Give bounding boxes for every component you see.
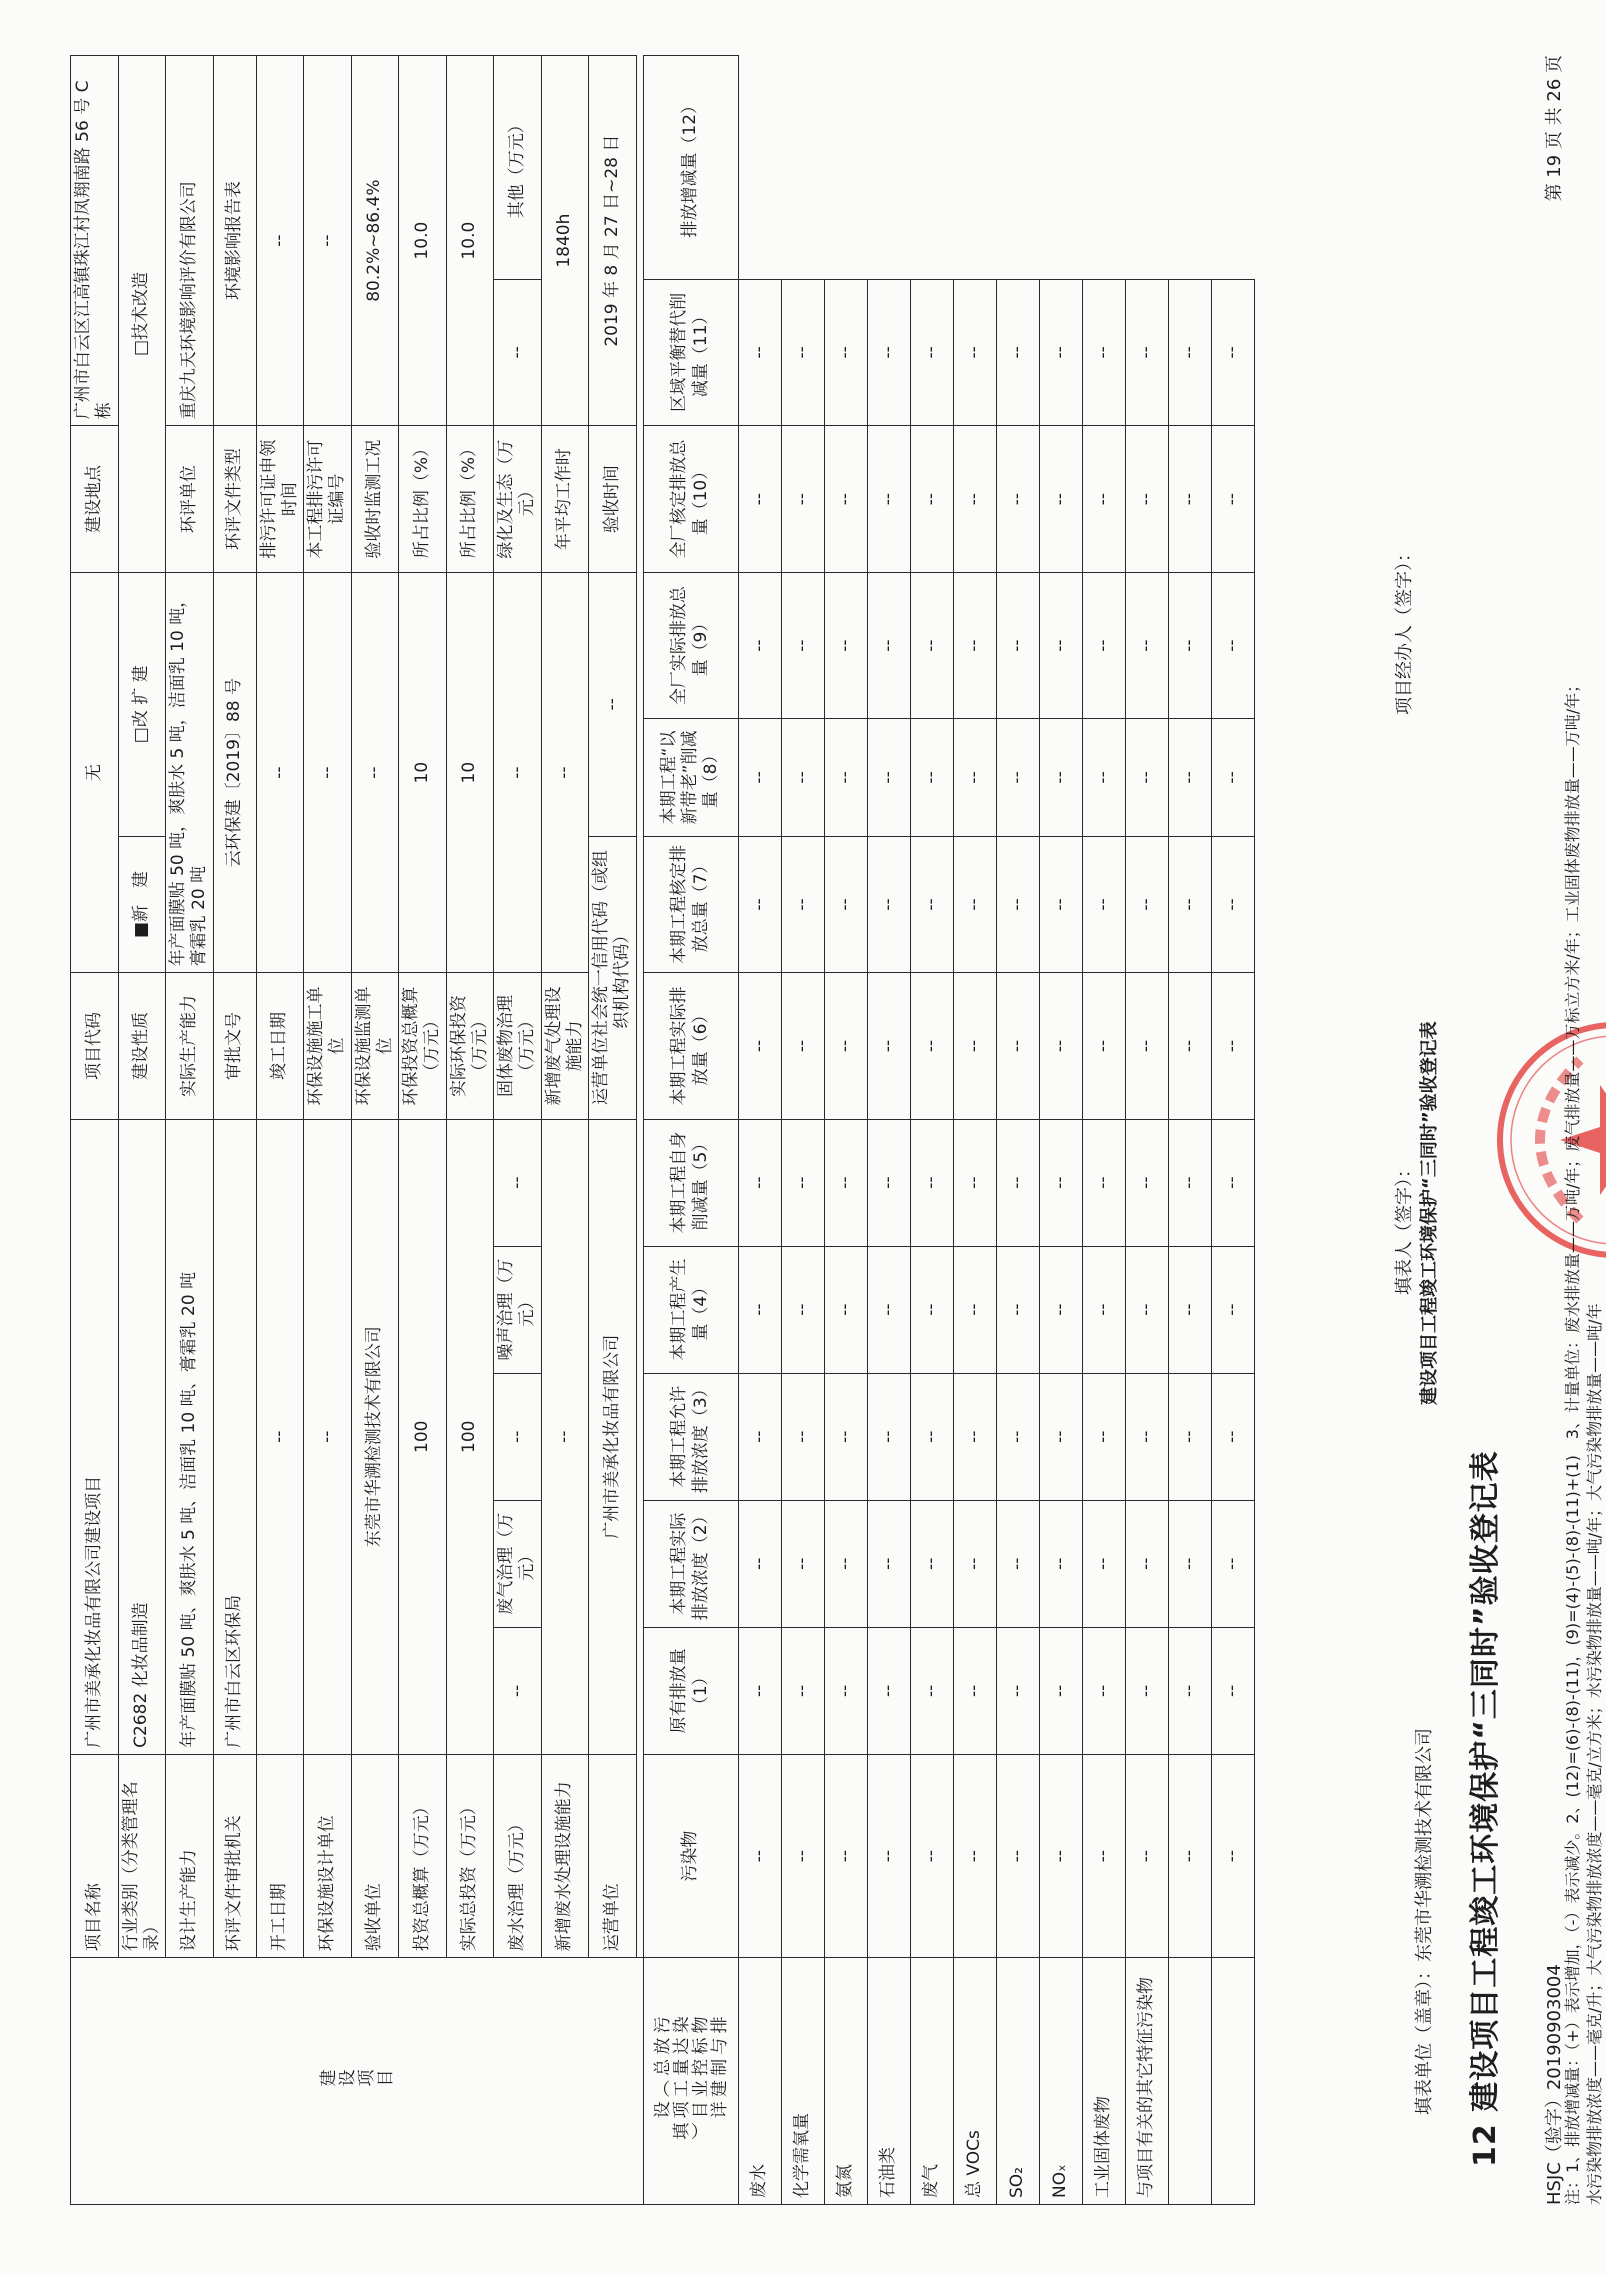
eia-unit: 重庆九天环境影响评价有限公司 bbox=[166, 56, 214, 426]
pollutant-value: -- bbox=[781, 1754, 824, 1957]
eia-approver: 广州市白云区环保局 bbox=[213, 1119, 256, 1754]
pollutant-value: -- bbox=[781, 836, 824, 973]
pollutant-value: -- bbox=[910, 973, 953, 1119]
pollutant-value: -- bbox=[1211, 572, 1254, 718]
pollutant-value: -- bbox=[1211, 1500, 1254, 1627]
pollutant-value: -- bbox=[867, 1246, 910, 1373]
pollutant-row bbox=[738, 56, 781, 2205]
pollutant-value: -- bbox=[1039, 572, 1082, 718]
pollutant-col-header: 本期工程实际排放量（6） bbox=[643, 973, 738, 1119]
pollutant-value: -- bbox=[1211, 1627, 1254, 1754]
side-label-pollutant: 污染物排放达标与总量控制（工业建设项目详填） bbox=[643, 1958, 738, 2205]
pollutant-value: -- bbox=[910, 572, 953, 718]
pollutant-value: -- bbox=[824, 1627, 867, 1754]
pollutant-row bbox=[1211, 56, 1254, 2205]
solid-label: 固体废物治理（万元） bbox=[494, 973, 542, 1119]
pollutant-value: -- bbox=[910, 1627, 953, 1754]
green-label: 绿化及生态（万元） bbox=[494, 426, 542, 573]
registration-table bbox=[70, 55, 1255, 2205]
pollutant-value: -- bbox=[953, 426, 996, 573]
pollutant-value: -- bbox=[1125, 836, 1168, 973]
pollutant-col-header: 本期工程允许排放浓度（3） bbox=[643, 1373, 738, 1500]
pollutant-value: -- bbox=[1039, 1500, 1082, 1627]
pollutant-value: -- bbox=[824, 426, 867, 573]
pollutant-value: -- bbox=[1168, 1246, 1211, 1373]
industry: C2682 化妆品制造 bbox=[118, 1119, 166, 1754]
pollutant-value: -- bbox=[1039, 279, 1082, 426]
eia-unit-label: 环评单位 bbox=[166, 426, 214, 573]
pollutant-value: -- bbox=[910, 1246, 953, 1373]
pollutant-col-header: 原有排放量（1） bbox=[643, 1627, 738, 1754]
pollutant-col-header: 全厂实际排放总量（9） bbox=[643, 572, 738, 718]
new-gas-label: 新增废气处理设施能力 bbox=[541, 973, 589, 1119]
form-title: 12 建设项目工程竣工环境保护“三同时”验收登记表 bbox=[1468, 1450, 1503, 2167]
pollutant-value: -- bbox=[824, 1373, 867, 1500]
pollutant-value: -- bbox=[1211, 426, 1254, 573]
pollutant-header-row bbox=[643, 56, 738, 2205]
check-unit: 东莞市华溯检测技术有限公司 bbox=[351, 1119, 399, 1754]
monitor-unit-label: 环保设施监测单位 bbox=[351, 973, 399, 1119]
pollutant-value: -- bbox=[1125, 1373, 1168, 1500]
pollutant-value: -- bbox=[824, 1119, 867, 1246]
pollutant-value: -- bbox=[867, 279, 910, 426]
pollutant-value: -- bbox=[1168, 836, 1211, 973]
green: -- bbox=[494, 279, 542, 426]
site-label: 建设地点 bbox=[71, 426, 119, 573]
pollutant-value: -- bbox=[1082, 719, 1125, 836]
check-unit-label: 验收单位 bbox=[351, 1754, 399, 1957]
pollutant-value: -- bbox=[867, 1500, 910, 1627]
pollutant-value: -- bbox=[1039, 1373, 1082, 1500]
pollutant-value: -- bbox=[1039, 973, 1082, 1119]
pollutant-value: -- bbox=[1082, 1373, 1125, 1500]
pollutant-row bbox=[910, 56, 953, 2205]
pollutant-name: 废水 bbox=[738, 1958, 781, 2205]
pollutant-value: -- bbox=[824, 1246, 867, 1373]
pollutant-value: -- bbox=[781, 1500, 824, 1627]
solid: -- bbox=[494, 572, 542, 972]
pollutant-name: 总 VOCs bbox=[953, 1958, 996, 2205]
check-time: 2019 年 8 月 27 日~28 日 bbox=[589, 56, 637, 426]
pollutant-body bbox=[738, 56, 1254, 2205]
pollutant-value: -- bbox=[996, 1119, 1039, 1246]
pollutant-value: -- bbox=[781, 719, 824, 836]
pollutant-value: -- bbox=[1125, 572, 1168, 718]
pollutant-col-header: 区域平衡替代削减量（11） bbox=[643, 279, 738, 426]
pollutant-row bbox=[781, 56, 824, 2205]
pollutant-value: -- bbox=[1082, 1246, 1125, 1373]
pollutant-name: 氨氮 bbox=[824, 1958, 867, 2205]
pollutant-value: -- bbox=[910, 719, 953, 836]
permit-no: -- bbox=[304, 56, 352, 426]
pollutant-row bbox=[1039, 56, 1082, 2205]
page-number: 第 19 页 共 26 页 bbox=[1544, 55, 1565, 202]
pollutant-name: 工业固体废物 bbox=[1082, 1958, 1125, 2205]
pollutant-value: -- bbox=[824, 572, 867, 718]
pollutant-value: -- bbox=[1211, 1754, 1254, 1957]
pollutant-value: -- bbox=[738, 973, 781, 1119]
pollutant-value: -- bbox=[781, 1246, 824, 1373]
actual-invest: 100 bbox=[446, 1119, 494, 1754]
eia-type: 环境影响报告表 bbox=[213, 56, 256, 426]
pollutant-col-header: 本期工程核定排放总量（7） bbox=[643, 836, 738, 973]
finish-date: -- bbox=[256, 572, 304, 972]
pollutant-value: -- bbox=[1039, 719, 1082, 836]
pollutant-value: -- bbox=[910, 1754, 953, 1957]
new-gas: -- bbox=[541, 572, 589, 972]
form-subtitle: 建设项目工程竣工环境保护“三同时”验收登记表 bbox=[1419, 1021, 1440, 1405]
pollutant-value: -- bbox=[738, 572, 781, 718]
nature-label: 建设性质 bbox=[118, 973, 166, 1119]
pollutant-value: -- bbox=[867, 719, 910, 836]
pollutant-value: -- bbox=[824, 279, 867, 426]
pollutant-name: NOₓ bbox=[1039, 1958, 1082, 2205]
note-line-2: 水污染物排放浓度——毫克/升；大气污染物排放浓度——毫克/立方米；水污染物排放量——吨/年；大气污染物排放量——吨/年 bbox=[1585, 1303, 1604, 2205]
company-seal bbox=[1490, 1015, 1606, 1265]
document-code: HSJC（验字）20190903004 bbox=[1544, 1964, 1565, 2205]
pollutant-value: -- bbox=[953, 572, 996, 718]
pollutant-value: -- bbox=[1168, 426, 1211, 573]
project-name-label: 项目名称 bbox=[71, 1754, 119, 1957]
pollutant-value: -- bbox=[738, 1500, 781, 1627]
permit-time-label: 排污许可证申领时间 bbox=[256, 426, 304, 573]
pollutant-name bbox=[1168, 1958, 1211, 2205]
pollutant-value: -- bbox=[1211, 719, 1254, 836]
pollutant-col-header: 本期工程产生量（4） bbox=[643, 1246, 738, 1373]
pollutant-value: -- bbox=[738, 719, 781, 836]
pollutant-value: -- bbox=[867, 973, 910, 1119]
hours: 1840h bbox=[541, 56, 589, 426]
pollutant-value: -- bbox=[867, 1754, 910, 1957]
pollutant-value: -- bbox=[1211, 1373, 1254, 1500]
start-date: -- bbox=[256, 1119, 304, 1754]
invest-est: 100 bbox=[399, 1119, 447, 1754]
pollutant-value: -- bbox=[1082, 279, 1125, 426]
ratio2: 10.0 bbox=[446, 56, 494, 426]
side-label-project: 建设项目 bbox=[71, 1958, 644, 2205]
pollutant-value: -- bbox=[1082, 973, 1125, 1119]
actual-capacity-label: 实际生产能力 bbox=[166, 973, 214, 1119]
pollutant-value: -- bbox=[996, 572, 1039, 718]
nature-tech: □技术改造 bbox=[118, 56, 166, 573]
pollutant-value: -- bbox=[910, 1500, 953, 1627]
pollutant-value: -- bbox=[867, 1373, 910, 1500]
permit-time: -- bbox=[256, 56, 304, 426]
pollutant-value: -- bbox=[910, 1119, 953, 1246]
pollutant-value: -- bbox=[1125, 1627, 1168, 1754]
pollutant-value: -- bbox=[1168, 1754, 1211, 1957]
pollutant-value: -- bbox=[824, 1500, 867, 1627]
ratio1-label: 所占比例（%） bbox=[399, 426, 447, 573]
pollutant-value: -- bbox=[996, 1373, 1039, 1500]
pollutant-value: -- bbox=[910, 426, 953, 573]
operator: 广州市美承化妆品有限公司 bbox=[589, 1119, 637, 1754]
pollutant-value: -- bbox=[996, 1754, 1039, 1957]
ratio2-label: 所占比例（%） bbox=[446, 426, 494, 573]
site: 广州市白云区江高镇珠江村凤翔南路 56 号 C 栋 bbox=[71, 56, 119, 426]
pollutant-value: -- bbox=[953, 1246, 996, 1373]
pollutant-value: -- bbox=[781, 973, 824, 1119]
pollutant-row bbox=[824, 56, 867, 2205]
pollutant-row bbox=[1082, 56, 1125, 2205]
pollutant-value: -- bbox=[996, 836, 1039, 973]
pollutant-value: -- bbox=[1211, 1246, 1254, 1373]
pollutant-value: -- bbox=[996, 1500, 1039, 1627]
pollutant-name: 化学需氧量 bbox=[781, 1958, 824, 2205]
nature-change: □改 扩 建 bbox=[118, 572, 166, 836]
pollutant-value: -- bbox=[1168, 973, 1211, 1119]
filler-unit: 填表单位（盖章）：东莞市华溯检测技术有限公司 bbox=[1414, 1728, 1435, 2115]
pollutant-value: -- bbox=[1039, 1119, 1082, 1246]
pollutant-value: -- bbox=[1125, 973, 1168, 1119]
pollutant-value: -- bbox=[1082, 1500, 1125, 1627]
eia-approver-label: 环评文件审批机关 bbox=[213, 1754, 256, 1957]
actual-invest-label: 实际总投资（万元） bbox=[446, 1754, 494, 1957]
pollutant-value: -- bbox=[738, 426, 781, 573]
pollutant-value: -- bbox=[1082, 1119, 1125, 1246]
pollutant-value: -- bbox=[1168, 279, 1211, 426]
pollutant-value: -- bbox=[996, 279, 1039, 426]
condition: 80.2%~86.4% bbox=[351, 56, 399, 426]
pollutant-value: -- bbox=[1082, 1627, 1125, 1754]
noise: -- bbox=[494, 1119, 542, 1246]
pollutant-col-header: 污染物 bbox=[643, 1754, 738, 1957]
note-line-1: 注：1、排放增减量：（+）表示增加，（-）表示减少。2、(12)=(6)-(8)-(11)，(9)=(4)-(5)-(8)-(11)+(1) 3、计量单位：废水排放量——万吨/年；废气排放量——万标立方米/年；工业固体废物排放量——万吨/年； bbox=[1563, 676, 1582, 2205]
pollutant-value: -- bbox=[953, 1500, 996, 1627]
check-time-label: 验收时间 bbox=[589, 426, 637, 573]
pollutant-value: -- bbox=[1125, 426, 1168, 573]
project-code: 无 bbox=[71, 572, 119, 972]
pollutant-value: -- bbox=[738, 1119, 781, 1246]
actual-capacity: 年产面膜贴 50 吨，爽肤水 5 吨，洁面乳 10 吨，膏霜乳 20 吨 bbox=[166, 572, 214, 972]
pollutant-name: 石油类 bbox=[867, 1958, 910, 2205]
pollutant-row bbox=[1125, 56, 1168, 2205]
pollutant-value: -- bbox=[867, 1119, 910, 1246]
approval-no: 云环保建〔2019〕88 号 bbox=[213, 572, 256, 972]
pollutant-value: -- bbox=[910, 279, 953, 426]
env-invest-est: 10 bbox=[399, 572, 447, 972]
pollutant-value: -- bbox=[953, 973, 996, 1119]
project-manager-signer: 项目经办人（签字）： bbox=[1394, 544, 1415, 715]
water: -- bbox=[494, 1627, 542, 1754]
credit: -- bbox=[589, 572, 637, 836]
pollutant-value: -- bbox=[824, 836, 867, 973]
actual-env-invest: 10 bbox=[446, 572, 494, 972]
spacer-row bbox=[636, 56, 643, 1958]
pollutant-value: -- bbox=[1125, 1500, 1168, 1627]
new-water: -- bbox=[541, 1119, 589, 1754]
pollutant-value: -- bbox=[953, 1627, 996, 1754]
project-code-label: 项目代码 bbox=[71, 973, 119, 1119]
pollutant-value: -- bbox=[953, 1754, 996, 1957]
start-date-label: 开工日期 bbox=[256, 1754, 304, 1957]
pollutant-value: -- bbox=[1082, 426, 1125, 573]
permit-no-label: 本工程排污许可证编号 bbox=[304, 426, 352, 573]
design-capacity: 年产面膜贴 50 吨、爽肤水 5 吨、洁面乳 10 吨、膏霜乳 20 吨 bbox=[166, 1119, 214, 1754]
pollutant-value: -- bbox=[738, 279, 781, 426]
pollutant-value: -- bbox=[738, 1754, 781, 1957]
water-label: 废水治理（万元） bbox=[494, 1754, 542, 1957]
ratio1: 10.0 bbox=[399, 56, 447, 426]
nature-new: ■新 建 bbox=[118, 836, 166, 973]
noise-label: 噪声治理（万元） bbox=[494, 1246, 542, 1373]
pollutant-value: -- bbox=[996, 1246, 1039, 1373]
pollutant-value: -- bbox=[781, 1627, 824, 1754]
pollutant-name: SO₂ bbox=[996, 1958, 1039, 2205]
pollutant-value: -- bbox=[1211, 836, 1254, 973]
pollutant-value: -- bbox=[1039, 1246, 1082, 1373]
pollutant-value: -- bbox=[738, 836, 781, 973]
pollutant-value: -- bbox=[1211, 973, 1254, 1119]
pollutant-row bbox=[867, 56, 910, 2205]
pollutant-value: -- bbox=[953, 719, 996, 836]
pollutant-value: -- bbox=[1125, 1246, 1168, 1373]
pollutant-name bbox=[1211, 1958, 1254, 2205]
env-invest-est-label: 环保投资总概算（万元） bbox=[399, 973, 447, 1119]
pollutant-value: -- bbox=[953, 1373, 996, 1500]
industry-label: 行业类别（分类管理名录） bbox=[118, 1754, 166, 1957]
pollutant-value: -- bbox=[1039, 1627, 1082, 1754]
pollutant-value: -- bbox=[867, 1627, 910, 1754]
pollutant-value: -- bbox=[1168, 1373, 1211, 1500]
pollutant-value: -- bbox=[910, 1373, 953, 1500]
pollutant-value: -- bbox=[996, 719, 1039, 836]
pollutant-value: -- bbox=[1168, 1500, 1211, 1627]
gas-label: 废气治理（万元） bbox=[494, 1500, 542, 1627]
pollutant-value: -- bbox=[1168, 1119, 1211, 1246]
monitor-unit: -- bbox=[351, 572, 399, 972]
eia-type-label: 环评文件类型 bbox=[213, 426, 256, 573]
invest-est-label: 投资总概算（万元） bbox=[399, 1754, 447, 1957]
pollutant-col-header: 全厂核定排放总量（10） bbox=[643, 426, 738, 573]
pollutant-col-header: 排放增减量（12） bbox=[643, 56, 738, 280]
pollutant-value: -- bbox=[738, 1246, 781, 1373]
pollutant-value: -- bbox=[1168, 572, 1211, 718]
pollutant-value: -- bbox=[1125, 719, 1168, 836]
credit-label: 运营单位社会统一信用代码（或组织机构代码） bbox=[589, 836, 637, 1119]
pollutant-name: 与项目有关的其它特征污染物 bbox=[1125, 1958, 1168, 2205]
pollutant-value: -- bbox=[781, 1373, 824, 1500]
pollutant-value: -- bbox=[824, 719, 867, 836]
pollutant-col-header: 本期工程“以新带老”削减量（8） bbox=[643, 719, 738, 836]
condition-label: 验收时监测工况 bbox=[351, 426, 399, 573]
pollutant-value: -- bbox=[1039, 1754, 1082, 1957]
pollutant-value: -- bbox=[1168, 1627, 1211, 1754]
pollutant-value: -- bbox=[867, 572, 910, 718]
pollutant-col-header: 本期工程实际排放浓度（2） bbox=[643, 1500, 738, 1627]
pollutant-value: -- bbox=[996, 426, 1039, 573]
pollutant-value: -- bbox=[1082, 1754, 1125, 1957]
pollutant-value: -- bbox=[1082, 836, 1125, 973]
pollutant-value: -- bbox=[738, 1627, 781, 1754]
pollutant-value: -- bbox=[1168, 719, 1211, 836]
pollutant-value: -- bbox=[867, 426, 910, 573]
table-signer: 填表人（签字）： bbox=[1394, 1160, 1415, 1295]
pollutant-col-header: 本期工程自身削减量（5） bbox=[643, 1119, 738, 1246]
pollutant-value: -- bbox=[1211, 279, 1254, 426]
design-unit-label: 环保设施设计单位 bbox=[304, 1754, 352, 1957]
pollutant-row bbox=[996, 56, 1039, 2205]
pollutant-value: -- bbox=[996, 973, 1039, 1119]
design-capacity-label: 设计生产能力 bbox=[166, 1754, 214, 1957]
pollutant-value: -- bbox=[1039, 426, 1082, 573]
build-unit: -- bbox=[304, 572, 352, 972]
pollutant-value: -- bbox=[1211, 1119, 1254, 1246]
pollutant-value: -- bbox=[781, 426, 824, 573]
build-unit-label: 环保设施施工单位 bbox=[304, 973, 352, 1119]
project-name: 广州市美承化妆品有限公司建设项目 bbox=[71, 1119, 119, 1754]
pollutant-value: -- bbox=[867, 836, 910, 973]
pollutant-value: -- bbox=[781, 572, 824, 718]
pollutant-value: -- bbox=[824, 973, 867, 1119]
hours-label: 年平均工作时 bbox=[541, 426, 589, 573]
pollutant-value: -- bbox=[824, 1754, 867, 1957]
pollutant-value: -- bbox=[910, 836, 953, 973]
pollutant-value: -- bbox=[953, 279, 996, 426]
pollutant-name: 废气 bbox=[910, 1958, 953, 2205]
pollutant-value: -- bbox=[1125, 279, 1168, 426]
actual-env-invest-label: 实际环保投资（万元） bbox=[446, 973, 494, 1119]
pollutant-value: -- bbox=[1039, 836, 1082, 973]
new-water-label: 新增废水处理设施能力 bbox=[541, 1754, 589, 1957]
pollutant-value: -- bbox=[781, 1119, 824, 1246]
pollutant-value: -- bbox=[953, 836, 996, 973]
operator-label: 运营单位 bbox=[589, 1754, 637, 1957]
pollutant-value: -- bbox=[1125, 1119, 1168, 1246]
pollutant-row bbox=[953, 56, 996, 2205]
design-unit: -- bbox=[304, 1119, 352, 1754]
approval-no-label: 审批文号 bbox=[213, 973, 256, 1119]
pollutant-value: -- bbox=[1082, 572, 1125, 718]
pollutant-value: -- bbox=[953, 1119, 996, 1246]
pollutant-value: -- bbox=[781, 279, 824, 426]
pollutant-value: -- bbox=[1125, 1754, 1168, 1957]
pollutant-value: -- bbox=[738, 1373, 781, 1500]
pollutant-row bbox=[1168, 56, 1211, 2205]
gas: -- bbox=[494, 1373, 542, 1500]
other-label: 其他（万元） bbox=[494, 56, 542, 280]
pollutant-value: -- bbox=[996, 1627, 1039, 1754]
finish-date-label: 竣工日期 bbox=[256, 973, 304, 1119]
